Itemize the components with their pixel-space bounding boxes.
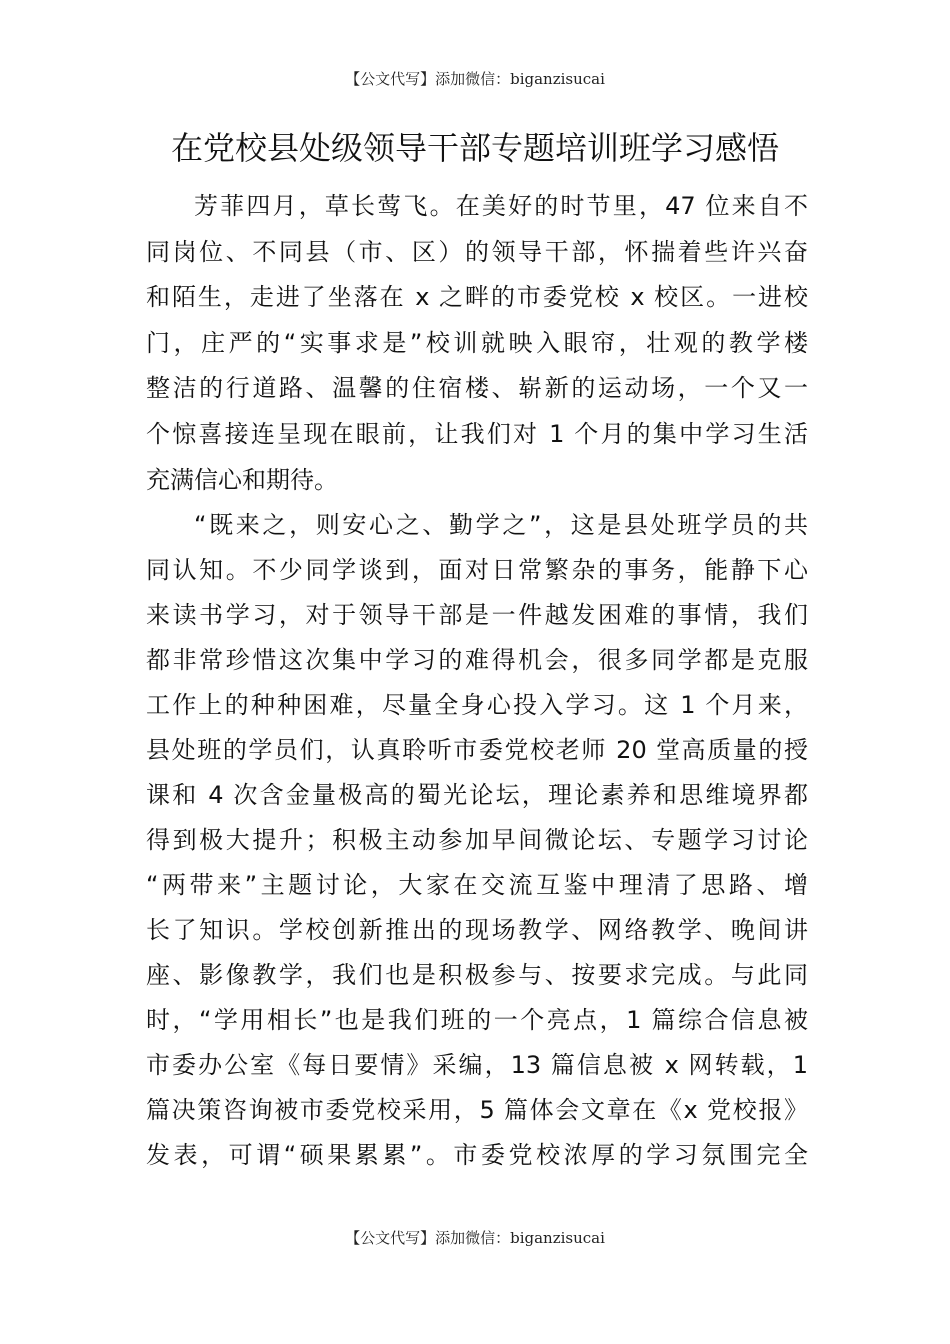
paragraph-line: 整洁的行道路、温馨的住宿楼、崭新的运动场，一个又一 bbox=[146, 374, 808, 403]
paragraph-line: 个惊喜接连呈现在眼前，让我们对 1 个月的集中学习生活 bbox=[146, 419, 808, 448]
paragraph-line: 工作上的种种困难，尽量全身心投入学习。这 1 个月来， bbox=[146, 691, 808, 719]
paragraph-line: 课和 4 次含金量极高的蜀光论坛，理论素养和思维境界都 bbox=[146, 781, 808, 809]
paragraph-line: 芳菲四月，草长莺飞。在美好的时节里，47 位来自不 bbox=[194, 192, 808, 220]
paragraph-line: 充满信心和期待。 bbox=[146, 465, 338, 494]
paragraph-line: 来读书学习，对于领导干部是一件越发困难的事情，我们 bbox=[146, 601, 808, 629]
paragraph-line: 座、影像教学，我们也是积极参与、按要求完成。与此同 bbox=[146, 961, 808, 989]
paragraph-line: “既来之，则安心之、勤学之”，这是县处班学员的共 bbox=[194, 511, 808, 539]
footer-watermark-note: 【公文代写】添加微信：biganzisucai bbox=[345, 1229, 605, 1247]
paragraph-line: 长了知识。学校创新推出的现场教学、网络教学、晚间讲 bbox=[146, 916, 808, 944]
paragraph-line: 市委办公室《每日要情》采编，13 篇信息被 x 网转载，1 bbox=[146, 1051, 808, 1079]
paragraph-line: 县处班的学员们，认真聆听市委党校老师 20 堂高质量的授 bbox=[146, 736, 808, 764]
paragraph-line: 篇决策咨询被市委党校采用，5 篇体会文章在《x 党校报》 bbox=[146, 1096, 808, 1124]
paragraph-line: “两带来”主题讨论，大家在交流互鉴中理清了思路、增 bbox=[146, 871, 808, 899]
paragraph-line: 都非常珍惜这次集中学习的难得机会，很多同学都是克服 bbox=[146, 646, 808, 674]
paragraph-1 bbox=[146, 184, 808, 503]
paragraph-line: 门，庄严的“实事求是”校训就映入眼帘，壮观的教学楼 bbox=[146, 328, 808, 357]
document-title: 在党校县处级领导干部专题培训班学习感悟 bbox=[170, 129, 779, 167]
paragraph-line: 同岗位、不同县（市、区）的领导干部，怀揣着些许兴奋 bbox=[146, 237, 808, 266]
paragraph-line: 得到极大提升；积极主动参加早间微论坛、专题学习讨论 bbox=[146, 826, 808, 854]
paragraph-line: 和陌生，走进了坐落在 x 之畔的市委党校 x 校区。一进校 bbox=[146, 283, 808, 312]
paragraph-line: 同认知。不少同学谈到，面对日常繁杂的事务，能静下心 bbox=[146, 556, 808, 584]
paragraph-2 bbox=[146, 503, 808, 1178]
header-watermark-note: 【公文代写】添加微信：biganzisucai bbox=[345, 70, 605, 88]
paragraph-line: 时，“学用相长”也是我们班的一个亮点，1 篇综合信息被 bbox=[146, 1006, 808, 1034]
paragraph-line: 发表，可谓“硕果累累”。市委党校浓厚的学习氛围完全 bbox=[146, 1141, 808, 1169]
